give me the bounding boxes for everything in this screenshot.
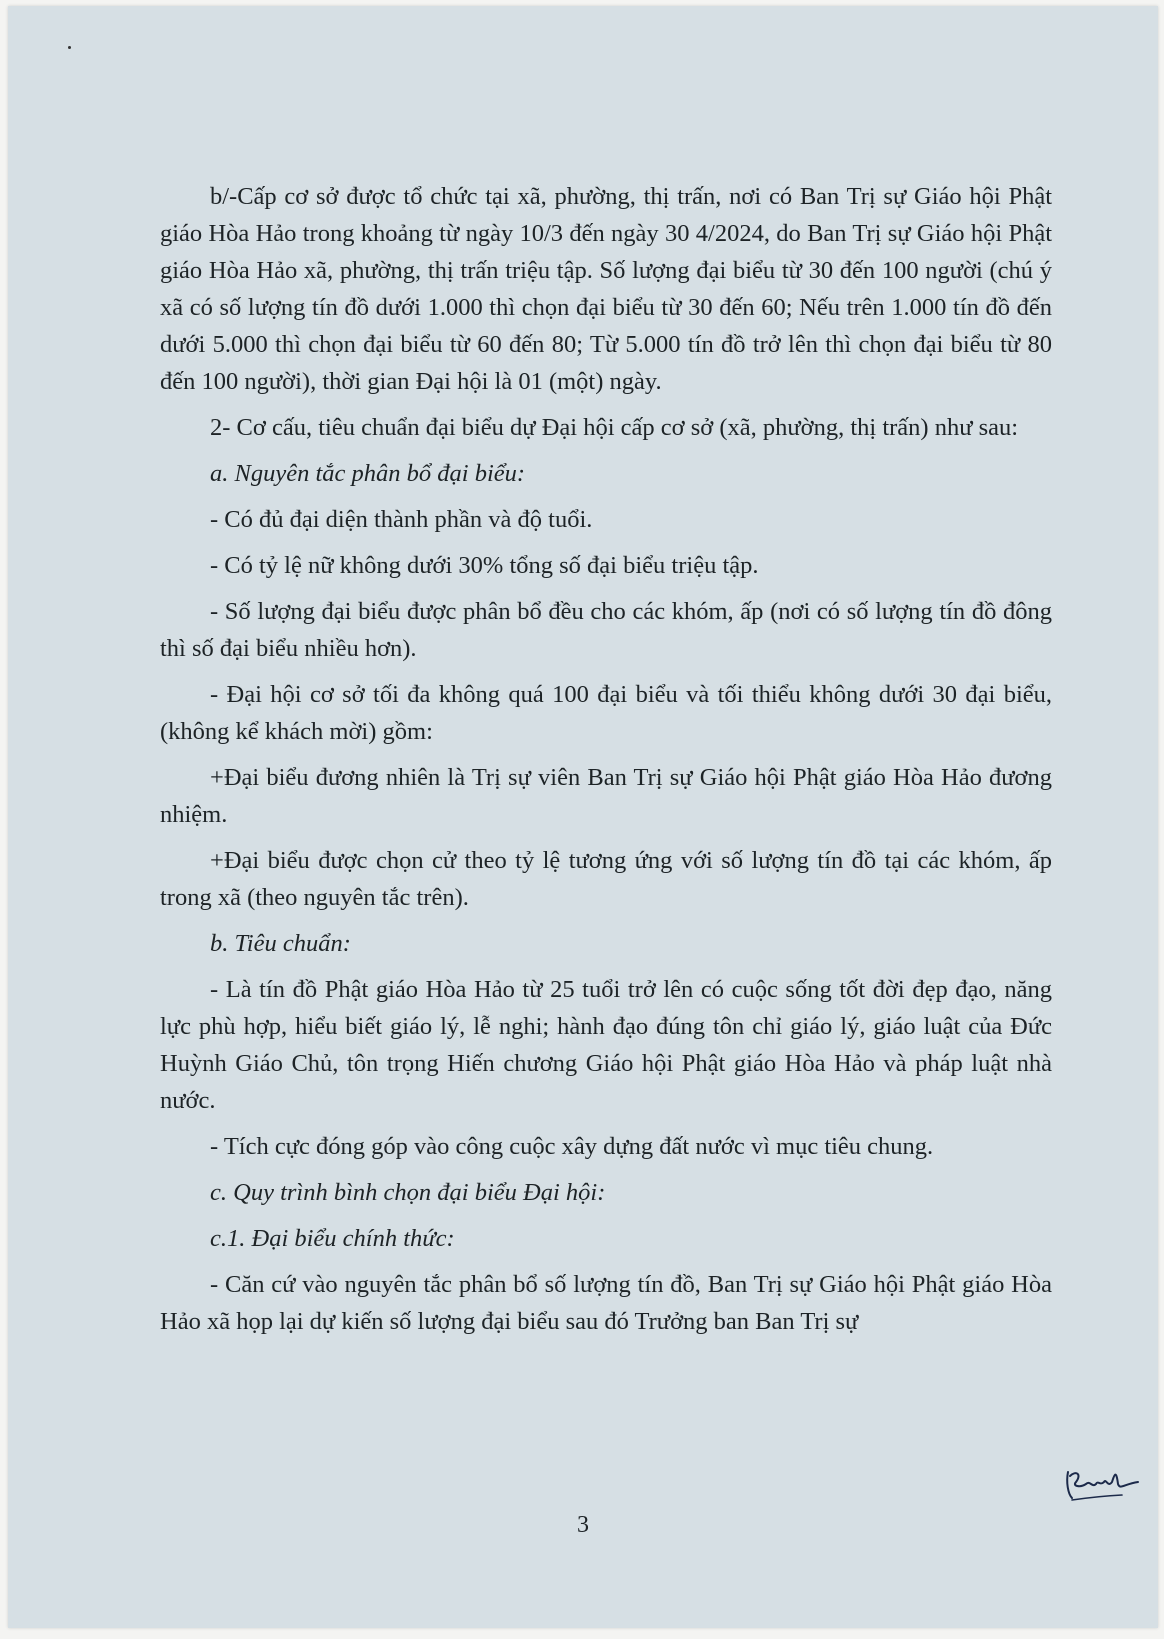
scan-speck (68, 46, 71, 49)
list-item: - Là tín đồ Phật giáo Hòa Hảo từ 25 tuổi trở lên có cuộc sống tốt đời đẹp đạo, năng lực phù hợp, hiểu biết giáo lý, lễ nghi; hành đạo đúng tôn chỉ giáo lý, giáo luật của Đức Huỳnh Giáo Chủ, tôn trọng Hiến chương Giáo hội Phật giáo Hòa Hảo và pháp luật nhà nước. (160, 976, 1052, 1114)
list-item: - Có đủ đại diện thành phần và độ tuổi. (210, 506, 593, 533)
list-item: - Số lượng đại biểu được phân bổ đều cho các khóm, ấp (nơi có số lượng tín đồ đông thì số đại biểu nhiều hơn). (160, 598, 1052, 662)
list-item: - Có tỷ lệ nữ không dưới 30% tổng số đại biểu triệu tập. (210, 552, 759, 579)
paragraph-b-co-so: b/-Cấp cơ sở được tổ chức tại xã, phường, thị trấn, nơi có Ban Trị sự Giáo hội Phật giáo Hòa Hảo trong khoảng từ ngày 10/3 đến ngày 30 4/2024, do Ban Trị sự Giáo hội Phật giáo Hòa Hảo xã, phường, thị trấn triệu tập. Số lượng đại biểu từ 30 đến 100 người (chú ý xã có số lượng tín đồ dưới 1.000 thì chọn đại biểu từ 30 đến 60; Nếu trên 1.000 tín đồ đến dưới 5.000 thì chọn đại biểu từ 60 đến 80; Từ 5.000 tín đồ trở lên thì chọn đại biểu từ 80 đến 100 người), thời gian Đại hội là 01 (một) ngày. (160, 183, 1052, 395)
sub-list-item: +Đại biểu được chọn cử theo tỷ lệ tương ứng với số lượng tín đồ tại các khóm, ấp trong xã (theo nguyên tắc trên). (160, 847, 1052, 911)
heading-quy-trinh: c. Quy trình bình chọn đại biểu Đại hội: (210, 1179, 606, 1206)
list-item: - Tích cực đóng góp vào công cuộc xây dựng đất nước vì mục tiêu chung. (210, 1133, 934, 1160)
list-item: - Đại hội cơ sở tối đa không quá 100 đại biểu và tối thiểu không dưới 30 đại biểu, (không kể khách mời) gồm: (160, 681, 1052, 745)
list-item: - Căn cứ vào nguyên tắc phân bổ số lượng tín đồ, Ban Trị sự Giáo hội Phật giáo Hòa Hảo xã họp lại dự kiến số lượng đại biểu sau đó Trưởng ban Ban Trị sự (160, 1271, 1052, 1335)
document-page (8, 6, 1158, 1628)
document-body (160, 178, 1052, 1349)
signature-initials (1062, 1462, 1144, 1508)
heading-nguyen-tac: a. Nguyên tắc phân bổ đại biểu: (210, 460, 526, 487)
sub-list-item: +Đại biểu đương nhiên là Trị sự viên Ban Trị sự Giáo hội Phật giáo Hòa Hảo đương nhiệm. (160, 764, 1052, 828)
heading-tieu-chuan: b. Tiêu chuẩn: (210, 930, 351, 957)
paragraph-co-cau: 2- Cơ cấu, tiêu chuẩn đại biểu dự Đại hội cấp cơ sở (xã, phường, thị trấn) như sau: (210, 414, 1019, 441)
page-number: 3 (577, 1512, 589, 1538)
heading-dai-bieu-chinh-thuc: c.1. Đại biểu chính thức: (210, 1225, 455, 1252)
